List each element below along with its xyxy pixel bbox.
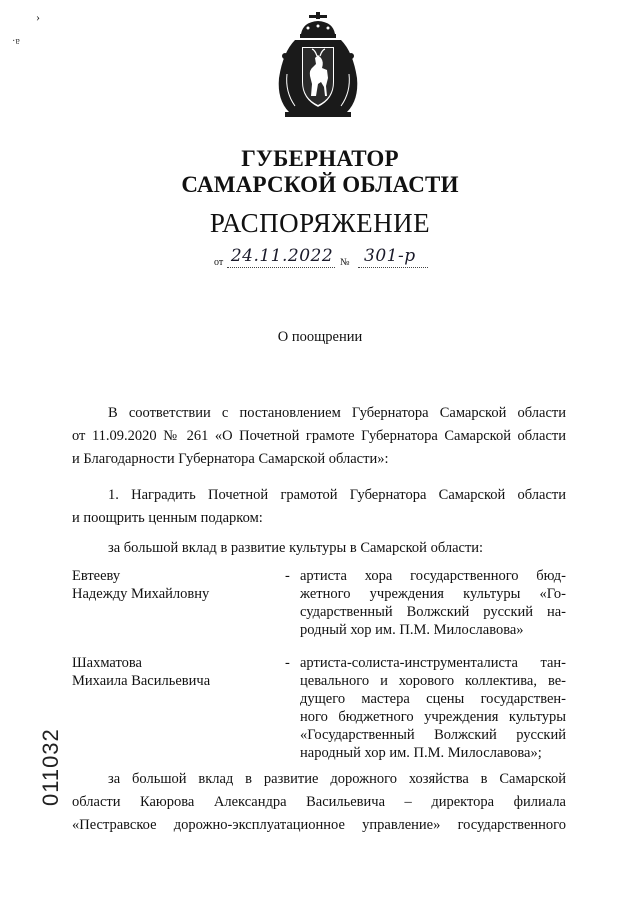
description-line: сударственный Волжский русский на- xyxy=(300,604,566,620)
item-1-line: 1. Наградить Почетной грамотой Губернатора Самарской области xyxy=(108,487,566,503)
recipient-description xyxy=(300,567,566,639)
recipient-entry xyxy=(72,654,566,764)
recipient-dash: - xyxy=(285,655,290,671)
description-line: жетного учреждения культуры «Го- xyxy=(300,586,566,602)
number-underline xyxy=(358,267,428,268)
culture-heading xyxy=(72,537,566,560)
number-prefix: № xyxy=(340,257,350,268)
description-line: артиста-солиста-инструменталиста тан- xyxy=(300,655,566,671)
description-line: дущего мастера сцены государствен- xyxy=(300,691,566,707)
description-line: народный хор им. П.М. Милославова»; xyxy=(300,745,542,761)
authority-region: САМАРСКОЙ ОБЛАСТИ xyxy=(181,172,459,197)
road-line: «Пестравское дорожно-эксплуатационное управление» государственного xyxy=(72,817,566,833)
description-line: родный хор им. П.М. Милославова» xyxy=(300,622,524,638)
road-paragraph xyxy=(72,768,566,837)
item-1-paragraph xyxy=(72,484,566,530)
date-number-line xyxy=(214,248,434,272)
recipient-name xyxy=(72,654,272,690)
item-1-line: и поощрить ценным подарком: xyxy=(72,510,263,526)
description-line: артиста хора государственного бюд- xyxy=(300,568,566,584)
preamble-line: В соответствии с постановлением Губернатора Самарской области xyxy=(108,405,566,421)
recipient-description xyxy=(300,654,566,762)
preamble-paragraph xyxy=(72,402,566,471)
corner-mark-small: ·ɐ xyxy=(12,36,20,47)
culture-heading-text: за большой вклад в развитие культуры в Самарской области: xyxy=(108,540,484,556)
document-subject: О поощрении xyxy=(277,329,363,345)
description-line: ного бюджетного учреждения культуры xyxy=(300,709,566,725)
recipient-given-names: Надежду Михайловну xyxy=(72,586,210,602)
road-line: области Каюрова Александра Васильевича – директора филиала xyxy=(72,794,566,810)
date-underline xyxy=(227,267,335,268)
handwritten-number: 301-р xyxy=(364,246,416,266)
description-line: «Государственный Волжский русский xyxy=(300,727,566,743)
recipient-entry xyxy=(72,567,566,647)
recipient-name xyxy=(72,567,272,603)
description-line: цевального и хорового коллектива, ве- xyxy=(300,673,566,689)
recipient-dash: - xyxy=(285,568,290,584)
recipient-surname: Шахматова xyxy=(72,655,142,671)
preamble-line: и Благодарности Губернатора Самарской области»: xyxy=(72,451,389,467)
corner-mark: › xyxy=(36,10,40,24)
road-line: за большой вклад в развитие дорожного хозяйства в Самарской xyxy=(108,771,566,787)
recipient-surname: Евтееву xyxy=(72,568,121,584)
date-prefix: от xyxy=(214,257,224,268)
document-type-heading: РАСПОРЯЖЕНИЕ xyxy=(209,208,431,238)
handwritten-date: 24.11.2022 xyxy=(230,246,334,266)
preamble-line: от 11.09.2020 № 261 «О Почетной грамоте Губернатора Самарской области xyxy=(72,428,566,444)
serial-number: 011032 xyxy=(38,728,63,806)
coat-of-arms-icon xyxy=(275,12,361,122)
recipient-given-names: Михаила Васильевича xyxy=(72,673,211,689)
authority-title: ГУБЕРНАТОР xyxy=(241,146,399,171)
